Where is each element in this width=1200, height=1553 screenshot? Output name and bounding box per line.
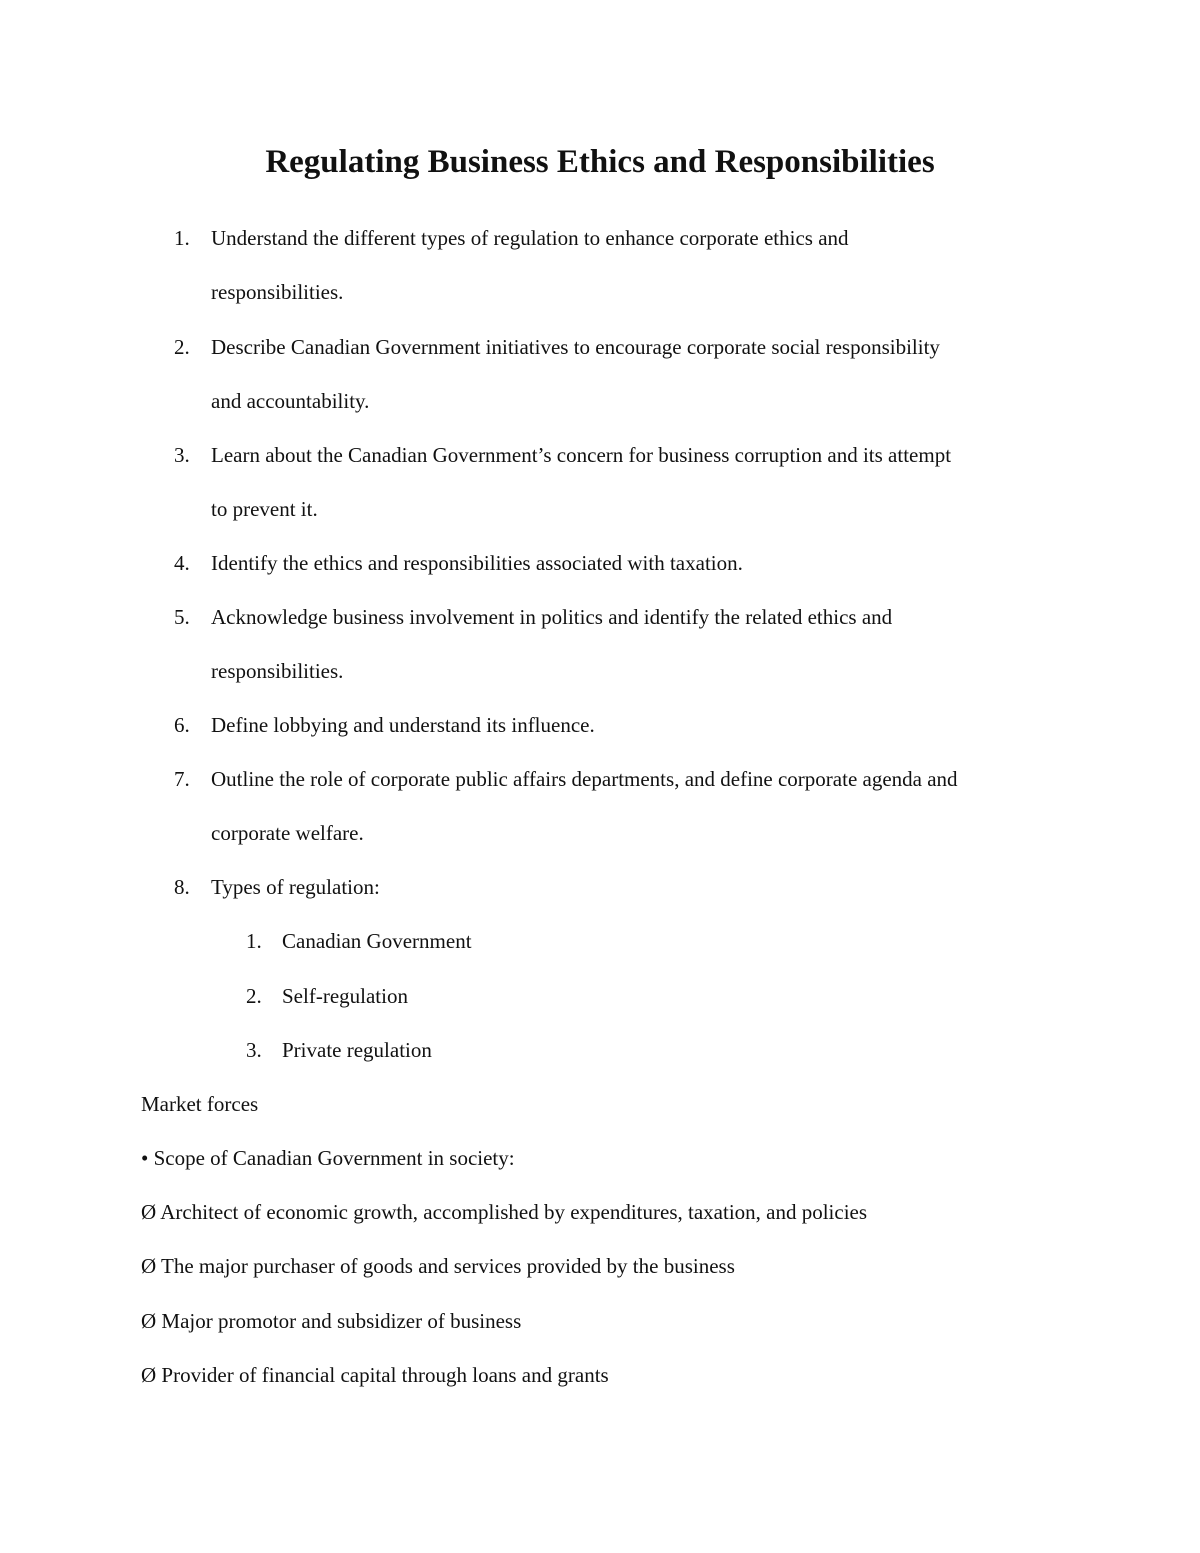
objective-text: responsibilities.: [211, 280, 344, 304]
objective-text: Describe Canadian Government initiatives to encourage corporate social responsibility: [211, 335, 940, 359]
sub-item-number: 3.: [246, 1038, 262, 1062]
objective-number: 6.: [174, 713, 190, 737]
objective-number: 5.: [174, 605, 190, 629]
sub-item-text: Self-regulation: [282, 984, 408, 1008]
objective-number: 4.: [174, 551, 190, 575]
objective-number: 8.: [174, 875, 190, 899]
objective-number: 1.: [174, 226, 190, 250]
objective-text: Learn about the Canadian Government’s concern for business corruption and its attempt: [211, 443, 952, 467]
scope-item: Ø Major promotor and subsidizer of business: [141, 1309, 522, 1333]
sub-item-number: 1.: [246, 929, 262, 953]
sub-item-text: Private regulation: [282, 1038, 432, 1062]
sub-item-number: 2.: [246, 984, 262, 1008]
scope-item: Ø Architect of economic growth, accomplished by expenditures, taxation, and policies: [141, 1200, 868, 1224]
objective-text: Understand the different types of regulation to enhance corporate ethics and: [211, 226, 849, 250]
scope-item: Ø The major purchaser of goods and services provided by the business: [141, 1254, 735, 1278]
objective-number: 2.: [174, 335, 190, 359]
objective-text: to prevent it.: [211, 497, 318, 521]
objective-text: Define lobbying and understand its influence.: [211, 713, 595, 737]
objective-number: 3.: [174, 443, 190, 467]
objective-text: and accountability.: [211, 389, 370, 413]
bullet-heading: • Scope of Canadian Government in society:: [141, 1146, 515, 1170]
document-title: Regulating Business Ethics and Responsibilities: [265, 144, 935, 180]
scope-item: Ø Provider of financial capital through loans and grants: [141, 1363, 609, 1387]
objective-text: corporate welfare.: [211, 821, 364, 845]
objective-text: Outline the role of corporate public affairs departments, and define corporate agenda and: [211, 767, 958, 791]
objective-text: responsibilities.: [211, 659, 344, 683]
objective-text: Identify the ethics and responsibilities associated with taxation.: [211, 551, 743, 575]
objective-number: 7.: [174, 767, 190, 791]
section-label: Market forces: [141, 1092, 259, 1116]
sub-item-text: Canadian Government: [282, 929, 472, 953]
objective-text: Acknowledge business involvement in politics and identify the related ethics and: [211, 605, 893, 629]
objective-text: Types of regulation:: [211, 875, 380, 899]
